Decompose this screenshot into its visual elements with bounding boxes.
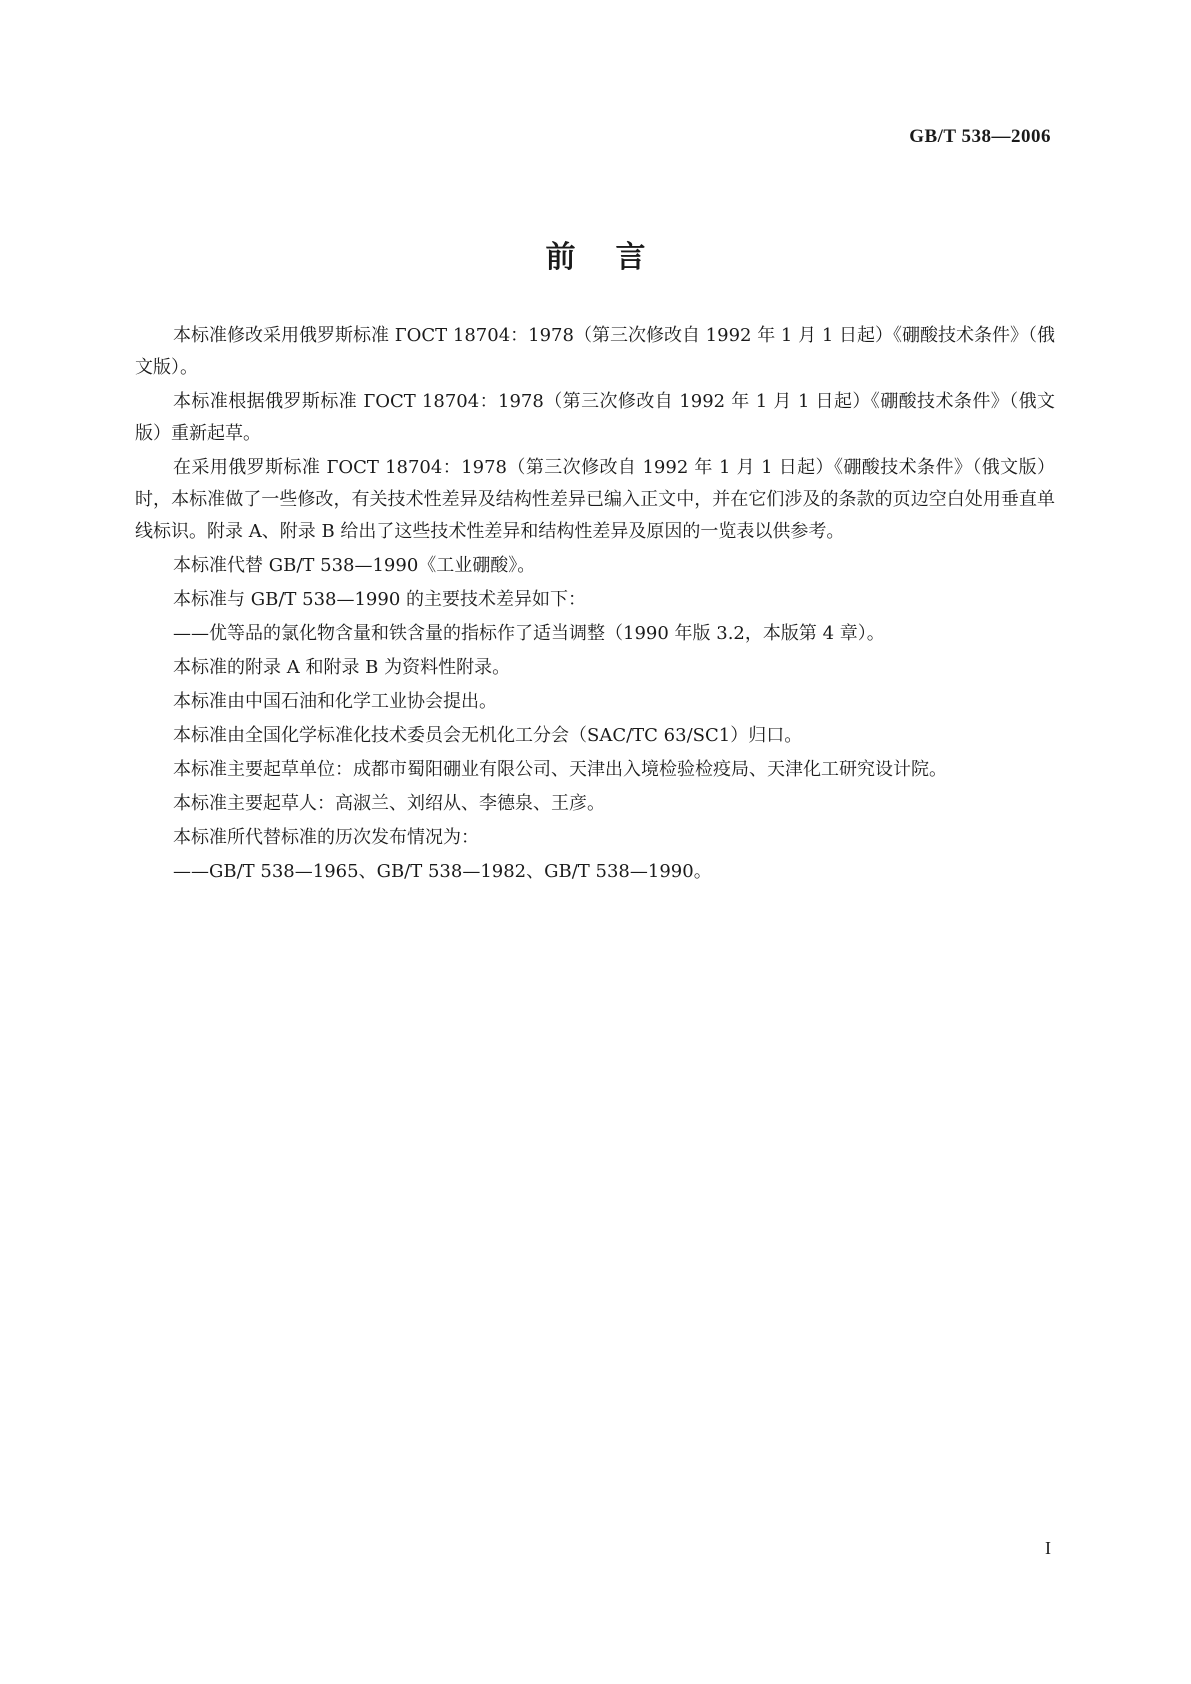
paragraph: 本标准由中国石油和化学工业协会提出。 [173, 691, 497, 712]
paragraph: ——GB/T 538—1965、GB/T 538—1982、GB/T 538—1990。 [173, 861, 712, 882]
paragraph: 本标准由全国化学标准化技术委员会无机化工分会（SAC/TC 63/SC1）归口。 [173, 725, 803, 746]
page-number: I [1045, 1538, 1051, 1558]
foreword-body [135, 320, 1055, 890]
paragraph: 本标准根据俄罗斯标准 ГОСТ 18704：1978（第三次修改自 1992 年 1 月 1 日起）《硼酸技术条件》（俄文版）重新起草。 [135, 391, 1055, 444]
paragraph: 本标准修改采用俄罗斯标准 ГОСТ 18704：1978（第三次修改自 1992 年 1 月 1 日起）《硼酸技术条件》（俄文版）。 [135, 325, 1056, 378]
paragraph: 本标准主要起草人：高淑兰、刘绍从、李德泉、王彦。 [173, 793, 605, 814]
paragraph: 本标准代替 GB/T 538—1990《工业硼酸》。 [173, 555, 536, 576]
standard-number: GB/T 538—2006 [909, 126, 1051, 147]
paragraph: 本标准主要起草单位：成都市蜀阳硼业有限公司、天津出入境检验检疫局、天津化工研究设计院。 [173, 759, 947, 780]
paragraph: 本标准与 GB/T 538—1990 的主要技术差异如下： [173, 589, 587, 610]
page-title: 前言 [545, 240, 686, 275]
paragraph: ——优等品的氯化物含量和铁含量的指标作了适当调整（1990 年版 3.2，本版第 4 章）。 [173, 623, 885, 644]
paragraph: 在采用俄罗斯标准 ГОСТ 18704：1978（第三次修改自 1992 年 1 月 1 日起）《硼酸技术条件》（俄文版）时，本标准做了一些修改，有关技术性差异及结构性差异已编入正文中，并在它们涉及的条款的页边空白处用垂直单线标识。附录 A、附录 B 给出了这些技术性差异和结构性差异及原因的一览表以供参考。 [135, 457, 1055, 542]
paragraph: 本标准所代替标准的历次发布情况为： [173, 827, 479, 848]
paragraph: 本标准的附录 A 和附录 B 为资料性附录。 [173, 657, 511, 678]
